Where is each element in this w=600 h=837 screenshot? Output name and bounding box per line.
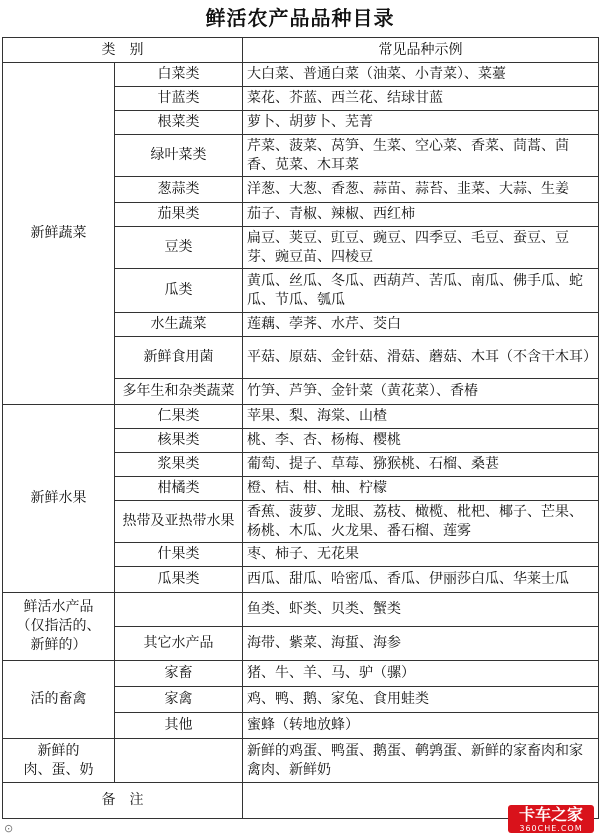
subcategory-cell: 甘蓝类 bbox=[115, 87, 243, 111]
subcategory-cell bbox=[115, 739, 243, 783]
subcategory-cell: 热带及亚热带水果 bbox=[115, 501, 243, 543]
subcategory-cell: 核果类 bbox=[115, 429, 243, 453]
subcategory-cell: 根菜类 bbox=[115, 111, 243, 135]
examples-cell: 猪、牛、羊、马、驴（骡） bbox=[243, 661, 599, 687]
subcategory-cell: 葱蒜类 bbox=[115, 177, 243, 203]
category-cell: 备 注 bbox=[3, 783, 243, 819]
corner-icon: ⊙ bbox=[4, 822, 14, 835]
subcategory-cell: 豆类 bbox=[115, 227, 243, 269]
watermark-domain: 360CHE.COM bbox=[519, 824, 583, 833]
examples-cell: 桃、李、杏、杨梅、樱桃 bbox=[243, 429, 599, 453]
subcategory-cell: 水生蔬菜 bbox=[115, 313, 243, 337]
examples-cell: 苹果、梨、海棠、山楂 bbox=[243, 405, 599, 429]
subcategory-cell: 家畜 bbox=[115, 661, 243, 687]
examples-cell: 海带、紫菜、海蜇、海参 bbox=[243, 627, 599, 661]
table-row bbox=[3, 63, 599, 87]
examples-cell: 枣、柿子、无花果 bbox=[243, 543, 599, 567]
examples-cell: 鱼类、虾类、贝类、蟹类 bbox=[243, 593, 599, 627]
subcategory-cell: 什果类 bbox=[115, 543, 243, 567]
examples-cell: 西瓜、甜瓜、哈密瓜、香瓜、伊丽莎白瓜、华莱士瓜 bbox=[243, 567, 599, 593]
subcategory-cell: 其它水产品 bbox=[115, 627, 243, 661]
subcategory-cell: 柑橘类 bbox=[115, 477, 243, 501]
header-category: 类 别 bbox=[3, 38, 243, 63]
subcategory-cell: 多年生和杂类蔬菜 bbox=[115, 379, 243, 405]
examples-cell: 鸡、鸭、鹅、家兔、食用蛙类 bbox=[243, 687, 599, 713]
examples-cell: 扁豆、荚豆、豇豆、豌豆、四季豆、毛豆、蚕豆、豆芽、豌豆苗、四棱豆 bbox=[243, 227, 599, 269]
category-cell: 新鲜水果 bbox=[3, 405, 115, 593]
examples-cell: 黄瓜、丝瓜、冬瓜、西葫芦、苦瓜、南瓜、佛手瓜、蛇瓜、节瓜、瓠瓜 bbox=[243, 269, 599, 313]
table-body bbox=[3, 63, 599, 819]
category-cell: 新鲜蔬菜 bbox=[3, 63, 115, 405]
examples-cell: 葡萄、提子、草莓、猕猴桃、石榴、桑葚 bbox=[243, 453, 599, 477]
subcategory-cell: 其他 bbox=[115, 713, 243, 739]
table-header-row bbox=[3, 38, 599, 63]
subcategory-cell: 瓜类 bbox=[115, 269, 243, 313]
table-row bbox=[3, 405, 599, 429]
subcategory-cell: 绿叶菜类 bbox=[115, 135, 243, 177]
examples-cell: 洋葱、大葱、香葱、蒜苗、蒜苔、韭菜、大蒜、生姜 bbox=[243, 177, 599, 203]
examples-cell: 菜花、芥蓝、西兰花、结球甘蓝 bbox=[243, 87, 599, 111]
examples-cell: 大白菜、普通白菜（油菜、小青菜）、菜薹 bbox=[243, 63, 599, 87]
produce-catalog-table bbox=[2, 37, 599, 819]
category-cell: 鲜活水产品 （仅指活的、 新鲜的） bbox=[3, 593, 115, 661]
examples-cell: 萝卜、胡萝卜、芜菁 bbox=[243, 111, 599, 135]
table-row bbox=[3, 739, 599, 783]
examples-cell: 茄子、青椒、辣椒、西红柿 bbox=[243, 203, 599, 227]
examples-cell: 橙、桔、柑、柚、柠檬 bbox=[243, 477, 599, 501]
examples-cell: 蜜蜂（转地放蜂） bbox=[243, 713, 599, 739]
examples-cell: 香蕉、菠萝、龙眼、荔枝、橄榄、枇杷、椰子、芒果、杨桃、木瓜、火龙果、番石榴、莲雾 bbox=[243, 501, 599, 543]
subcategory-cell: 白菜类 bbox=[115, 63, 243, 87]
examples-cell: 竹笋、芦笋、金针菜（黄花菜）、香椿 bbox=[243, 379, 599, 405]
subcategory-cell: 浆果类 bbox=[115, 453, 243, 477]
header-examples: 常见品种示例 bbox=[243, 38, 599, 63]
examples-cell: 平菇、原菇、金针菇、滑菇、蘑菇、木耳（不含干木耳） bbox=[243, 337, 599, 379]
watermark-logo bbox=[508, 805, 594, 833]
table-row bbox=[3, 593, 599, 627]
watermark-brand: 卡车之家 bbox=[518, 805, 583, 824]
category-cell: 新鲜的 肉、蛋、奶 bbox=[3, 739, 115, 783]
subcategory-cell: 新鲜食用菌 bbox=[115, 337, 243, 379]
subcategory-cell: 家禽 bbox=[115, 687, 243, 713]
subcategory-cell bbox=[115, 593, 243, 627]
examples-cell: 莲藕、荸荠、水芹、茭白 bbox=[243, 313, 599, 337]
examples-cell: 新鲜的鸡蛋、鸭蛋、鹅蛋、鹌鹑蛋、新鲜的家畜肉和家禽肉、新鲜奶 bbox=[243, 739, 599, 783]
subcategory-cell: 瓜果类 bbox=[115, 567, 243, 593]
table-row bbox=[3, 661, 599, 687]
examples-cell: 芹菜、菠菜、莴笋、生菜、空心菜、香菜、茼蒿、茴香、苋菜、木耳菜 bbox=[243, 135, 599, 177]
category-cell: 活的畜禽 bbox=[3, 661, 115, 739]
page-title: 鲜活农产品品种目录 bbox=[205, 6, 395, 30]
subcategory-cell: 茄果类 bbox=[115, 203, 243, 227]
subcategory-cell: 仁果类 bbox=[115, 405, 243, 429]
